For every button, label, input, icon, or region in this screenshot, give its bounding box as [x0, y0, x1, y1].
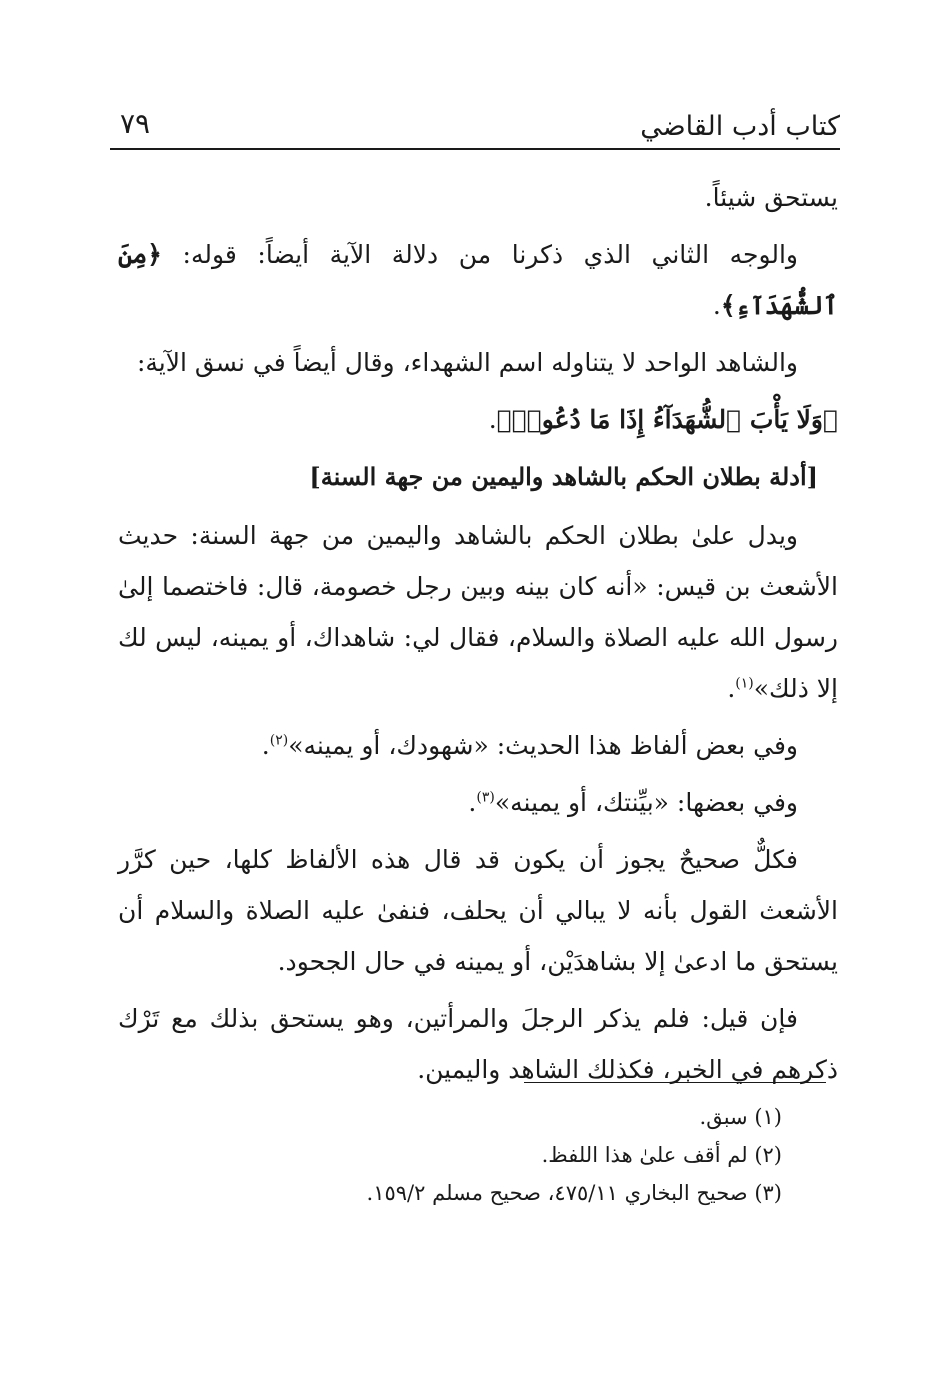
footnote-ref-2[interactable]: (٢) [269, 732, 289, 749]
paragraph-5 [118, 510, 838, 714]
paragraph-6-text: وفي بعض ألفاظ هذا الحديث: «شهودك، أو يمينه» [288, 731, 798, 760]
paragraph-8-text: فكلٌّ صحيحٌ يجوز أن يكون قد قال هذه الألفاظ كلها، حين كرَّر الأشعث القول بأنه لا يبالي أن يحلف، فنفىٰ عليه الصلاة والسلام أن يستحق ما ادعىٰ إلا بشاهدَيْن، أو يمينه في حال الجحود. [118, 845, 838, 976]
paragraph-1 [118, 172, 838, 223]
paragraph-7-text: وفي بعضها: «بيِّنتك، أو يمينه» [494, 788, 798, 817]
paragraph-5-end: . [727, 674, 736, 703]
footnote-3: (٣) صحيح البخاري ٤٧٥/١١، صحيح مسلم ١٥٩/٢. [366, 1181, 782, 1205]
quran-verse-2: ﴿وَلَا يَأْبَ ٱلشُّهَدَآءُ إِذَا مَا دُعُوا۟﴾ [496, 405, 838, 434]
paragraph-2-end: . [712, 291, 721, 320]
footnote-1: (١) سبق. [699, 1105, 782, 1129]
paragraph-3-text: والشاهد الواحد لا يتناوله اسم الشهداء، وقال أيضاً في نسق الآية: [136, 348, 798, 377]
paragraph-6 [118, 720, 838, 771]
paragraph-9-text: فإن قيل: فلم يذكر الرجلَ والمرأتين، وهو يستحق بذلك مع تَرْك ذكرهم في الخبر، فكذلك الشاهد واليمين. [118, 1004, 838, 1084]
page-number: ٧٩ [120, 107, 151, 140]
paragraph-5-text: ويدل علىٰ بطلان الحكم بالشاهد واليمين من جهة السنة: حديث الأشعث بن قيس: «أنه كان بينه وبين رجل خصومة، قال: فاختصما إلىٰ رسول الله عليه الصلاة والسلام، فقال لي: شاهداك، أو يمينه، ليس لك إلا ذلك» [118, 521, 838, 703]
quran-verse-1: ﴿مِنَ ٱلشُّهَدَآءِ﴾ [118, 240, 838, 320]
paragraph-7 [118, 777, 838, 828]
paragraph-9 [118, 993, 838, 1095]
main-text [118, 172, 838, 1101]
paragraph-4 [118, 394, 838, 445]
section-heading: [أدلة بطلان الحكم بالشاهد واليمين من جهة السنة] [309, 462, 818, 491]
footnotes [182, 1098, 782, 1212]
footnote-2: (٢) لم أقف علىٰ هذا اللفظ. [541, 1143, 782, 1167]
paragraph-1-text: يستحق شيئاً. [704, 183, 838, 212]
footnote-ref-3[interactable]: (٣) [476, 789, 495, 806]
footnote-divider [524, 1082, 826, 1083]
paragraph-8 [118, 834, 838, 987]
paragraph-6-end: . [261, 731, 270, 760]
paragraph-7-end: . [468, 788, 477, 817]
paragraph-4-end: . [488, 405, 497, 434]
paragraph-3 [118, 337, 838, 388]
paragraph-2-text: والوجه الثاني الذي ذكرنا من دلالة الآية أيضاً: قوله: [161, 240, 798, 269]
paragraph-2 [118, 229, 838, 331]
page-header [110, 92, 840, 150]
footnote-ref-1[interactable]: (١) [735, 675, 754, 692]
running-title: كتاب أدب القاضي [640, 111, 840, 142]
